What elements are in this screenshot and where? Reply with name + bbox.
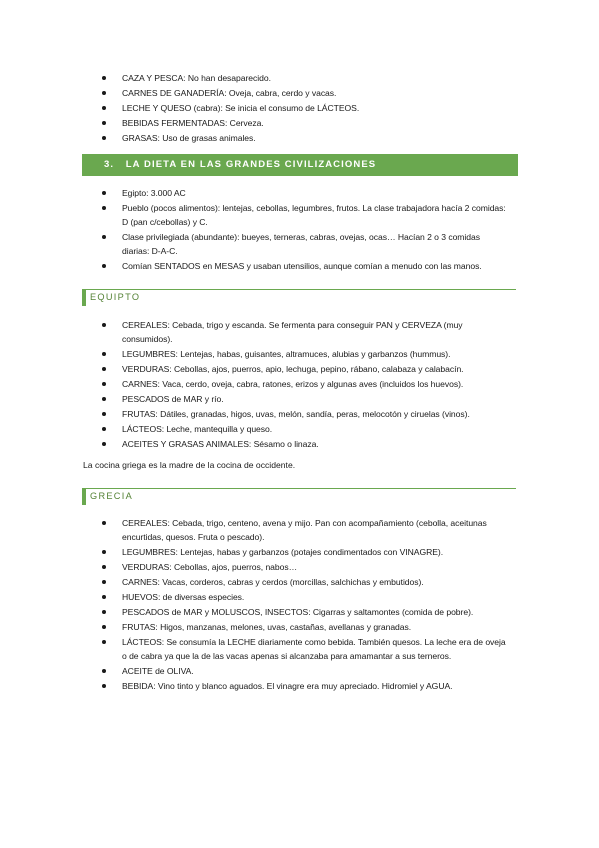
bullet-icon — [102, 412, 106, 416]
list-item — [102, 230, 507, 258]
list-item-text: Clase privilegiada (abundante): bueyes, terneras, cabras, ovejas, ocas… Hacían 2 o 3 comidas diarias: D-A-C. — [122, 232, 480, 256]
bullet-icon — [102, 610, 106, 614]
list-item-text: FRUTAS: Dátiles, granadas, higos, uvas, melón, sandía, peras, melocotón y ciruelas (vinos). — [122, 409, 470, 419]
bullet-icon — [102, 397, 106, 401]
list-item — [102, 318, 492, 346]
list-item-text: CEREALES: Cebada, trigo y escanda. Se fermenta para conseguir PAN y CERVEZA (muy consumidos). — [122, 320, 463, 344]
list-item-text: VERDURAS: Cebollas, ajos, puerros, apio, lechuga, pepino, rábano, calabaza y calabacín. — [122, 364, 464, 374]
bullet-icon — [102, 521, 106, 525]
intro-list — [102, 71, 522, 146]
list-item — [102, 86, 522, 100]
list-item-text: CEREALES: Cebada, trigo, centeno, avena y mijo. Pan con acompañamiento (cebolla, aceitunas encurtidas, quesos. Fruta o pescado). — [122, 518, 487, 542]
greek-cuisine-note: La cocina griega es la madre de la cocina de occidente. — [83, 460, 296, 470]
list-item-text: GRASAS: Uso de grasas animales. — [122, 133, 256, 143]
bullet-icon — [102, 625, 106, 629]
list-item — [102, 392, 492, 406]
grecia-list — [102, 516, 510, 694]
list-item-text: HUEVOS: de diversas especies. — [122, 592, 245, 602]
bullet-icon — [102, 442, 106, 446]
list-item — [102, 422, 492, 436]
bullet-icon — [102, 206, 106, 210]
bullet-icon — [102, 235, 106, 239]
list-item-text: CAZA Y PESCA: No han desaparecido. — [122, 73, 271, 83]
list-item-text: FRUTAS: Higos, manzanas, melones, uvas, castañas, avellanas y granadas. — [122, 622, 412, 632]
list-item — [102, 679, 510, 693]
section-title: LA DIETA EN LAS GRANDES CIVILIZACIONES — [125, 159, 377, 170]
bullet-icon — [102, 595, 106, 599]
bullet-icon — [102, 121, 106, 125]
bullet-icon — [102, 550, 106, 554]
section-number: 3. — [104, 159, 115, 170]
list-item — [102, 590, 510, 604]
egipto-list — [102, 318, 492, 452]
list-item-text: Comían SENTADOS en MESAS y usaban utensilios, aunque comían a menudo con las manos. — [122, 261, 482, 271]
bullet-icon — [102, 427, 106, 431]
bullet-icon — [102, 323, 106, 327]
list-item — [102, 437, 492, 451]
bullet-icon — [102, 76, 106, 80]
list-item — [102, 259, 507, 273]
bullet-icon — [102, 264, 106, 268]
list-item — [102, 201, 507, 229]
bullet-icon — [102, 106, 106, 110]
bullet-icon — [102, 352, 106, 356]
list-item-text: CARNES: Vaca, cerdo, oveja, cabra, ratones, erizos y algunas aves (incluidos los huevos). — [122, 379, 464, 389]
list-item — [102, 560, 510, 574]
bullet-icon — [102, 640, 106, 644]
list-item-text: BEBIDAS FERMENTADAS: Cerveza. — [122, 118, 264, 128]
list-item-text: PESCADOS de MAR y río. — [122, 394, 224, 404]
list-item-text: VERDURAS: Cebollas, ajos, puerros, nabos… — [122, 562, 298, 572]
bullet-icon — [102, 91, 106, 95]
civilizations-list — [102, 186, 507, 274]
list-item-text: PESCADOS de MAR y MOLUSCOS, INSECTOS: Cigarras y saltamontes (comida de pobre). — [122, 607, 474, 617]
list-item-text: BEBIDA: Vino tinto y blanco aguados. El vinagre era muy apreciado. Hidromiel y AGUA. — [122, 681, 453, 691]
bullet-icon — [102, 565, 106, 569]
list-item-text: LEGUMBRES: Lentejas, habas y garbanzos (potajes condimentados con VINAGRE). — [122, 547, 444, 557]
list-item-text: Pueblo (pocos alimentos): lentejas, cebollas, legumbres, frutos. La clase trabajadora hacía 2 comidas: D (pan c/cebollas) y C. — [122, 203, 506, 227]
list-item — [102, 186, 507, 200]
list-item — [102, 362, 492, 376]
bullet-icon — [102, 136, 106, 140]
list-item-text: ACEITE de OLIVA. — [122, 666, 194, 676]
list-item — [102, 516, 510, 544]
egipto-heading: EQUIPTO — [82, 289, 516, 306]
bullet-icon — [102, 669, 106, 673]
list-item — [102, 620, 510, 634]
list-item-text: LÁCTEOS: Se consumía la LECHE diariamente como bebida. También quesos. La leche era de oveja o de cabra ya que la de las vacas apenas si alcanzaba para amamantar a sus terneros. — [122, 637, 506, 661]
list-item — [102, 545, 510, 559]
list-item — [102, 664, 510, 678]
bullet-icon — [102, 382, 106, 386]
list-item — [102, 605, 510, 619]
list-item — [102, 116, 522, 130]
bullet-icon — [102, 367, 106, 371]
list-item-text: CARNES: Vacas, corderos, cabras y cerdos (morcillas, salchichas y embutidos). — [122, 577, 424, 587]
section-3-header — [82, 154, 518, 176]
list-item — [102, 635, 510, 663]
grecia-heading: GRECIA — [82, 488, 516, 505]
list-item — [102, 71, 522, 85]
list-item-text: Egipto: 3.000 AC — [122, 188, 186, 198]
list-item — [102, 407, 492, 421]
list-item — [102, 101, 522, 115]
list-item-text: LECHE Y QUESO (cabra): Se inicia el consumo de LÁCTEOS. — [122, 103, 360, 113]
list-item — [102, 377, 492, 391]
list-item — [102, 575, 510, 589]
list-item — [102, 131, 522, 145]
list-item-text: CARNES DE GANADERÍA: Oveja, cabra, cerdo y vacas. — [122, 88, 337, 98]
bullet-icon — [102, 191, 106, 195]
bullet-icon — [102, 580, 106, 584]
list-item — [102, 347, 492, 361]
bullet-icon — [102, 684, 106, 688]
list-item-text: LÁCTEOS: Leche, mantequilla y queso. — [122, 424, 273, 434]
list-item-text: ACEITES Y GRASAS ANIMALES: Sésamo o linaza. — [122, 439, 319, 449]
list-item-text: LEGUMBRES: Lentejas, habas, guisantes, altramuces, alubias y garbanzos (hummus). — [122, 349, 451, 359]
